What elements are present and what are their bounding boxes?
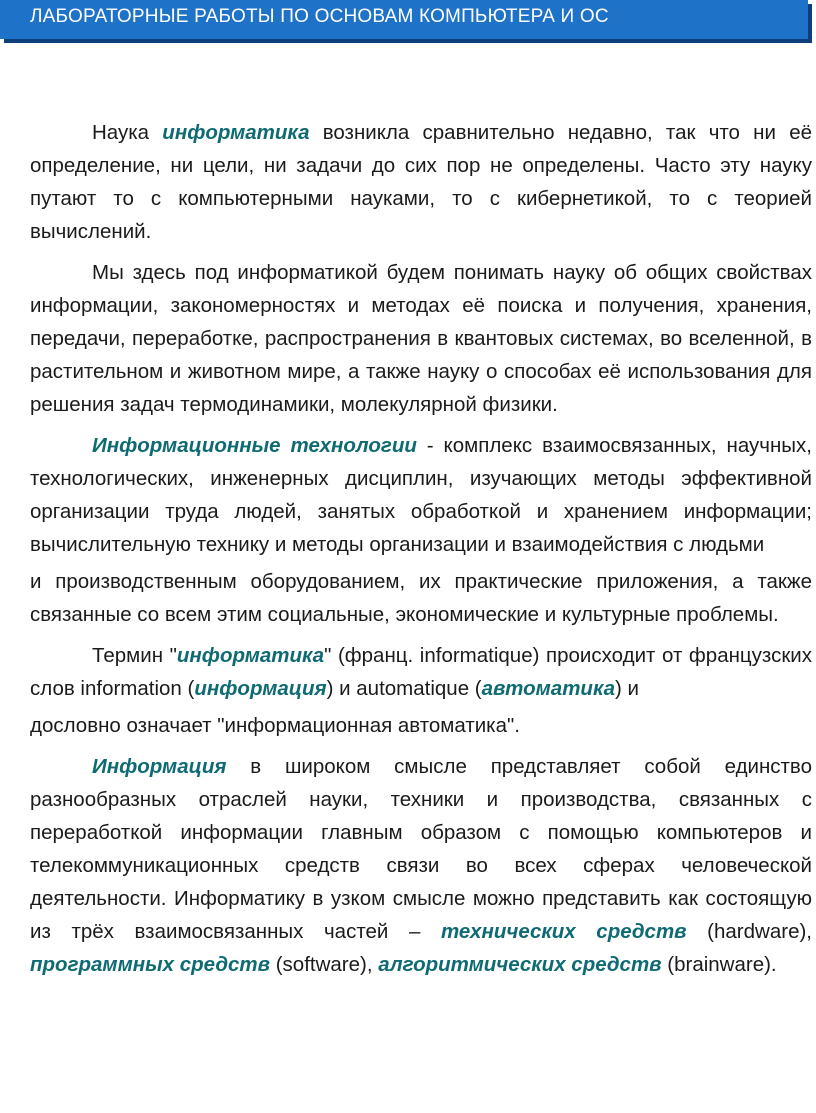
- text: возникла сравнительно недавно, так что ни её определение, ни цели, ни задачи до сих пор не определены. Часто эту науку путают то с компьютерными науками, то с кибернетикой, то с теорией вычислений.: [30, 121, 812, 243]
- term-hardware: технических средств: [440, 920, 687, 943]
- term-informatics: информатика: [162, 121, 310, 144]
- text: и производственным оборудованием, их практические приложения, а также связанные со всем этим социальные, экономические и культурные проблемы.: [30, 570, 812, 626]
- term-informatics: информатика: [176, 644, 325, 667]
- term-information-technologies: Информационные технологии: [92, 434, 417, 457]
- text: (hardware),: [686, 920, 812, 943]
- text: (software),: [270, 953, 379, 976]
- text: в широком смысле представляет собой единство разнообразных отраслей науки, техники и производства, связанных с переработкой информации главным образом с помощью компьютеров и телекоммуникационных средств связи во всех сферах человеческой деятельности. Информатику в узком смысле можно представить как состоящую из трёх взаимосвязанных частей –: [30, 755, 812, 943]
- paragraph-term-meaning: [30, 709, 812, 742]
- paragraph-information-broad-sense: [30, 750, 812, 981]
- document-body: [30, 116, 812, 989]
- text: " (франц. informatique) происходит от французских слов information (: [30, 644, 812, 700]
- term-software: программных средств: [30, 953, 271, 976]
- text: ) и: [615, 677, 639, 700]
- term-information: Информация: [92, 755, 227, 778]
- header-title: ЛАБОРАТОРНЫЕ РАБОТЫ ПО ОСНОВАМ КОМПЬЮТЕРА И ОС: [30, 6, 609, 27]
- paragraph-informatics-definition: [30, 256, 812, 421]
- term-information: информация: [194, 677, 327, 700]
- paragraph-it-continuation: [30, 565, 812, 631]
- paragraph-information-technologies: [30, 429, 812, 561]
- text: Наука: [92, 121, 163, 144]
- paragraph-term-origin: [30, 639, 812, 705]
- text: Мы здесь под информатикой будем понимать науку об общих свойствах информации, закономерностях и методах её поиска и получения, хранения, передачи, переработке, распространения в квантовых системах, во вселенной, в растительном и животном мире, а также науку о способах её использования для решения задач термодинамики, молекулярной физики.: [30, 261, 812, 416]
- term-automation: автоматика: [481, 677, 615, 700]
- text: (brainware).: [661, 953, 777, 976]
- text: дословно означает "информационная автоматика".: [30, 714, 520, 737]
- text: Термин ": [92, 644, 177, 667]
- paragraph-informatics-intro: [30, 116, 812, 248]
- term-brainware: алгоритмических средств: [378, 953, 662, 976]
- text: - комплекс взаимосвязанных, научных, технологических, инженерных дисциплин, изучающих методы эффективной организации труда людей, занятых обработкой и хранением информации; вычислительную технику и методы организации и взаимодействия с людьми: [30, 434, 812, 556]
- text: ) и automatique (: [326, 677, 482, 700]
- header-bar: [0, 0, 808, 39]
